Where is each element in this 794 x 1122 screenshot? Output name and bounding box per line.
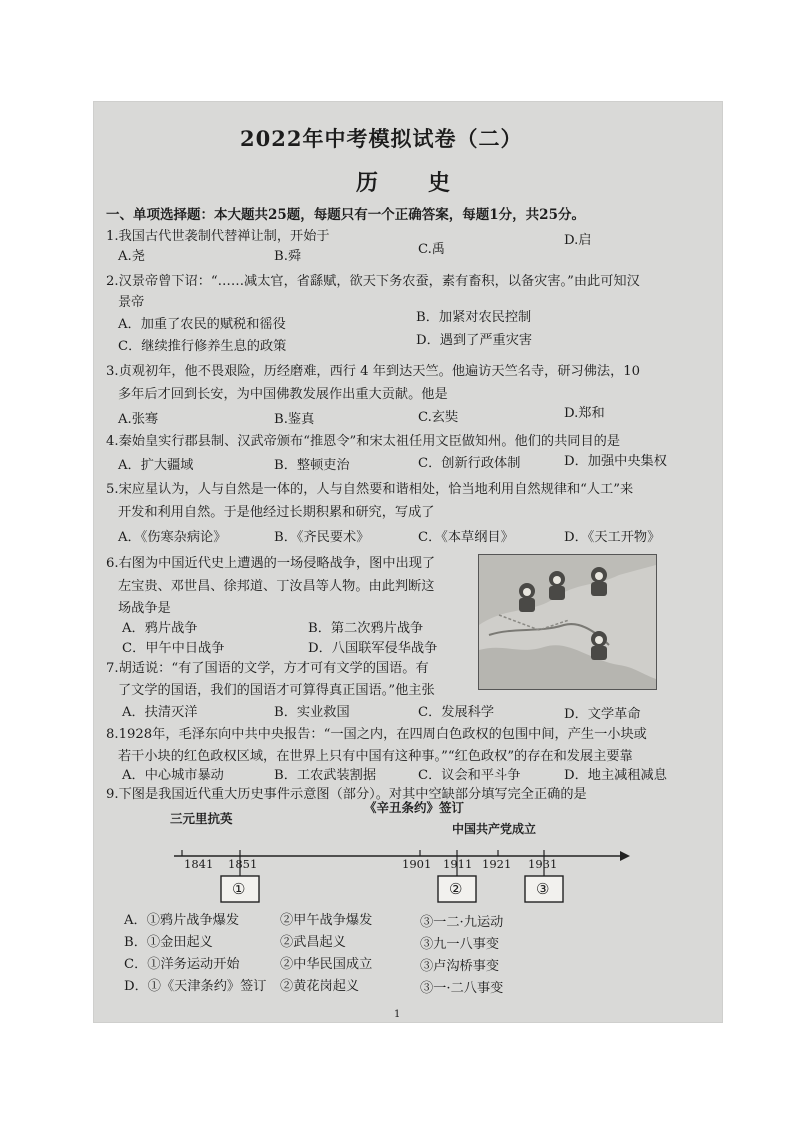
q9-option-c-1: C．①洋务运动开始: [124, 957, 240, 972]
q6-option-b: B．第二次鸦片战争: [308, 621, 424, 636]
q8-option-b: B．工农武装割据: [274, 768, 377, 783]
q3-option-b: B.鉴真: [274, 412, 315, 427]
q2-option-d: D．遇到了严重灾害: [416, 333, 533, 348]
q6-stem-line2: 左宝贵、邓世昌、徐邦道、丁汝昌等人物。由此判断这: [118, 579, 435, 594]
q4-stem: 4.秦始皇实行郡县制、汉武帝颁布“推恩令”和宋太祖任用文臣做知州。他们的共同目的是: [106, 434, 620, 449]
timeline-year: 1841: [184, 857, 214, 871]
q9-option-c-3: ③卢沟桥事变: [420, 959, 500, 974]
q3-stem-line2: 多年后才回到长安，为中国佛教发展作出重大贡献。他是: [118, 387, 448, 402]
q6-stem-line1: 6.右图为中国近代史上遭遇的一场侵略战争，图中出现了: [106, 556, 436, 571]
q8-option-a: A．中心城市暴动: [122, 768, 224, 783]
q9-option-a-2: ②甲午战争爆发: [280, 913, 373, 928]
q7-option-b: B．实业救国: [274, 705, 350, 720]
q9-option-d-1: D．①《天津条约》签订: [124, 979, 267, 994]
exam-paper: [94, 102, 722, 1022]
q7-option-a: A．扶清灭洋: [122, 705, 198, 720]
q5-option-d: D．《天工开物》: [564, 530, 661, 545]
timeline-year: 1931: [528, 857, 558, 871]
q1-option-a: A.尧: [118, 249, 145, 264]
q6-option-c: C．甲午中日战争: [122, 641, 225, 656]
timeline-blank-3: ③: [536, 880, 550, 898]
q9-option-d-2: ②黄花岗起义: [280, 979, 360, 994]
history-timeline: [164, 800, 634, 918]
timeline-year: 1911: [443, 857, 473, 871]
q5-stem-line1: 5.宋应星认为，人与自然是一体的，人与自然要和谐相处，恰当地利用自然规律和“人工”来: [106, 482, 634, 497]
q9-option-a-1: A．①鸦片战争爆发: [124, 913, 240, 928]
q9-option-b-1: B．①金田起义: [124, 935, 213, 950]
q2-option-a: A．加重了农民的赋税和徭役: [118, 317, 286, 332]
q4-option-d: D．加强中央集权: [564, 454, 667, 469]
q5-stem-line2: 开发和利用自然。于是他经过长期积累和研究，写成了: [118, 505, 435, 520]
q7-option-d: D．文学革命: [564, 707, 641, 722]
q5-option-c: C．《本草纲目》: [418, 530, 514, 545]
timeline-event-cpc: 中国共产党成立: [452, 822, 537, 836]
q9-option-b-2: ②武昌起义: [280, 935, 346, 950]
q6-stem-line3: 场战争是: [118, 601, 171, 616]
q8-option-c: C．议会和平斗争: [418, 768, 521, 783]
q6-option-a: A．鸦片战争: [122, 621, 198, 636]
timeline-event-xinchou: 《辛丑条约》签订: [364, 800, 465, 815]
q9-option-a-3: ③一二·九运动: [420, 915, 504, 930]
timeline-year: 1921: [482, 857, 512, 871]
q7-option-c: C．发展科学: [418, 705, 495, 720]
q9-option-c-2: ②中华民国成立: [280, 957, 373, 972]
q8-stem-line2: 若干小块的红色政权区域，在世界上只有中国有这种事。”“红色政权”的存在和发展主要靠: [118, 749, 633, 764]
q3-option-c: C.玄奘: [418, 410, 459, 425]
q2-stem-line2: 景帝: [118, 295, 145, 310]
timeline-year: 1901: [402, 857, 432, 871]
q6-option-d: D．八国联军侵华战争: [308, 641, 438, 656]
q8-stem-line1: 8.1928年，毛泽东向中共中央报告：“一国之内，在四周白色政权的包围中间，产生一小块或: [106, 727, 647, 742]
q1-option-d: D.启: [564, 233, 592, 248]
q3-stem-line1: 3.贞观初年，他不畏艰险，历经磨难，西行 4 年到达天竺。他遍访天竺名寺，研习佛法，10: [106, 364, 641, 379]
q9-stem: 9.下图是我国近代重大历史事件示意图（部分）。对其中空缺部分填写完全正确的是: [106, 787, 587, 802]
q9-option-d-3: ③一·二八事变: [420, 981, 504, 996]
q2-stem-line1: 2.汉景帝曾下诏：“……减太官，省繇赋，欲天下务农蚕，素有畜积，以备灾害。”由此可知汉: [106, 274, 640, 289]
q7-stem-line1: 7.胡适说：“有了国语的文学，方才可有文学的国语。有: [106, 661, 429, 676]
q4-option-b: B．整顿吏治: [274, 458, 350, 473]
q1-option-c: C.禹: [418, 242, 445, 257]
section-heading: 一、单项选择题：本大题共25题，每题只有一个正确答案，每题1分，共25分。: [106, 207, 585, 223]
timeline-blank-2: ②: [449, 880, 463, 898]
page-number: 1: [394, 1009, 401, 1020]
q3-option-d: D.郑和: [564, 406, 605, 421]
timeline-event-sanyuanli: 三元里抗英: [170, 811, 233, 826]
q4-option-a: A．扩大疆域: [118, 458, 194, 473]
q5-option-a: A．《伤寒杂病论》: [118, 530, 227, 545]
q9-option-b-3: ③九一八事变: [420, 937, 500, 952]
q7-stem-line2: 了文学的国语，我们的国语才可算得真正国语。”他主张: [118, 683, 435, 698]
q5-option-b: B．《齐民要术》: [274, 530, 370, 545]
q4-option-c: C．创新行政体制: [418, 456, 521, 471]
q2-option-c: C．继续推行修养生息的政策: [118, 339, 287, 354]
q1-option-b: B.舜: [274, 249, 302, 264]
q2-option-b: B．加紧对农民控制: [416, 310, 532, 325]
exam-title: 2022年中考模拟试卷（二）: [240, 126, 523, 151]
subject-title: 历 史: [356, 170, 465, 196]
q3-option-a: A.张骞: [118, 412, 159, 427]
q1-stem: 1.我国古代世袭制代替禅让制，开始于: [106, 229, 330, 244]
timeline-year: 1851: [228, 857, 258, 871]
q8-option-d: D．地主减租减息: [564, 768, 667, 783]
war-map-image: [478, 554, 657, 690]
timeline-blank-1: ①: [232, 880, 246, 898]
